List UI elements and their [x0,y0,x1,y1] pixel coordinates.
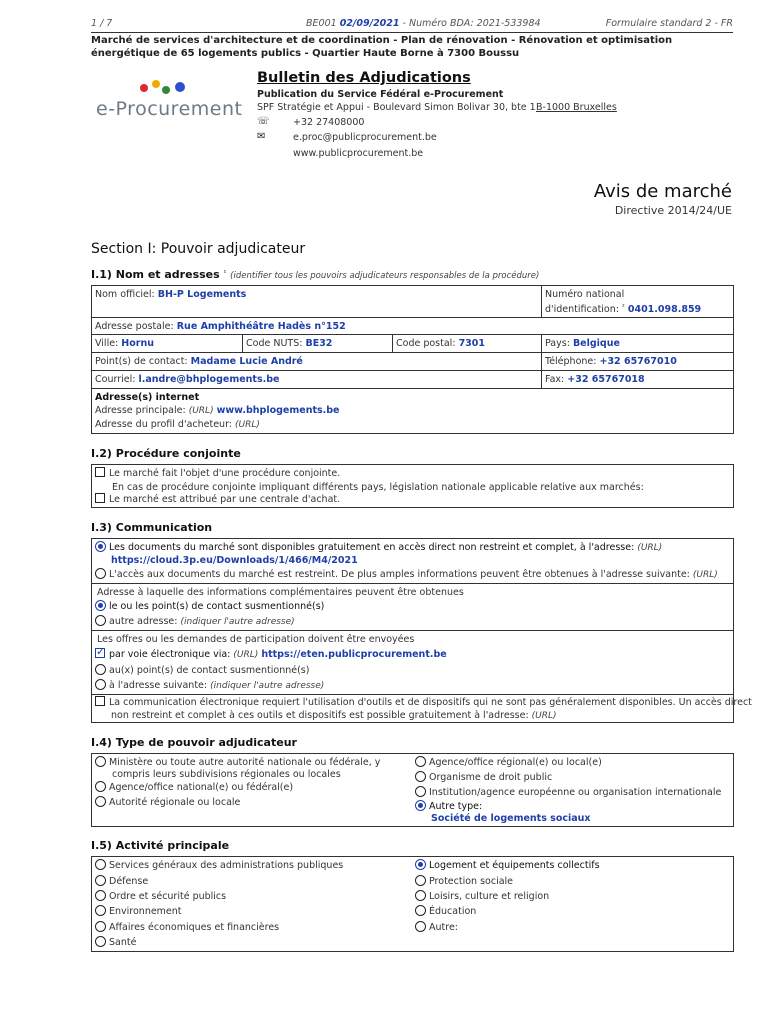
offers-title: Les offres ou les demandes de participation doivent être envoyées [97,634,415,645]
radio-icon[interactable] [95,756,106,767]
authority-option-other[interactable]: Autre type: [415,800,482,813]
radio-icon[interactable] [95,890,106,901]
subsection-title-i2: I.2) Procédure conjointe [91,447,241,460]
authority-option-ministry[interactable]: Ministère ou toute autre autorité nationale ou fédérale, y [95,756,380,769]
radio-icon[interactable] [415,905,426,916]
phone-cell: Téléphone: +32 65767010 [542,353,734,371]
email-cell: Courriel: l.andre@bhplogements.be [92,371,542,389]
activity-option-general[interactable]: Services généraux des administrations publiques [95,859,343,872]
electronic-tools-option[interactable]: La communication électronique requiert l'utilisation d'outils et de dispositifs qui ne sont pas généralement disponibles. Un accès direct [95,696,752,709]
radio-icon[interactable] [95,796,106,807]
activity-option-housing[interactable]: Logement et équipements collectifs [415,859,600,872]
fax-cell: Fax: +32 65767018 [542,371,734,389]
central-purchasing-option[interactable]: Le marché est attribué par une centrale d'achat. [95,493,340,506]
national-id-cell: Numéro national d'identification: $^{^2}$ 0401.098.859 [542,286,734,318]
city-cell: Ville: Hornu [92,335,243,353]
activity-option-economic[interactable]: Affaires économiques et financières [95,921,279,934]
authority-type-box [91,753,734,827]
activity-option-defence[interactable]: Défense [95,875,148,888]
radio-icon[interactable] [95,905,106,916]
bulletin-email[interactable]: e.proc@publicprocurement.be [293,132,437,143]
mail-icon: ✉ [257,131,266,142]
docs-free-option[interactable]: Les documents du marché sont disponibles gratuitement en accès direct non restreint et complet, à l'adresse: (URL) [95,541,662,555]
subsection-title-i3: I.3) Communication [91,521,213,534]
activity-option-education[interactable]: Éducation [415,905,476,918]
checkbox-checked-icon[interactable] [95,648,105,658]
radio-selected-icon[interactable] [415,859,426,870]
activity-option-other[interactable]: Autre: [415,921,458,934]
bulletin-phone: +32 27408000 [293,117,365,128]
bulletin-city: B-1000 Bruxelles [536,102,617,113]
bulletin-title: Bulletin des Adjudications [257,70,471,86]
official-name-cell: Nom officiel: BH-P Logements [92,286,542,318]
notice-code-date: BE001 02/09/2021 - Numéro BDA: 2021-533984 [306,18,541,29]
checkbox-icon[interactable] [95,696,105,706]
offers-contact-option[interactable]: au(x) point(s) de contact susmentionné(s) [95,664,309,677]
authority-option-ministry-cont: compris leurs subdivisions régionales ou locales [112,769,341,780]
contact-point-cell: Point(s) de contact: Madame Lucie André [92,353,542,371]
bulletin-address: SPF Stratégie et Appui - Boulevard Simon Bolivar 30, bte 1 [257,102,536,113]
joint-procedure-option[interactable]: Le marché fait l'objet d'une procédure conjointe. [95,467,340,480]
page-number: 1 / 7 [91,18,113,29]
radio-icon[interactable] [95,568,106,579]
subsection-title-i1: I.1) Nom et adresses $^{^1}$ (identifier tous les pouvoirs adjudicateurs responsables de la procédure) [91,268,540,281]
activity-option-leisure[interactable]: Loisirs, culture et religion [415,890,549,903]
authority-option-public-body[interactable]: Organisme de droit public [415,771,552,784]
phone-icon: ☏ [257,116,270,127]
logo-text: e-Procurement [96,98,243,120]
docs-restricted-option[interactable]: L'accès aux documents du marché est restreint. De plus amples informations peuvent être obtenues à l'adresse suivante: (URL) [95,568,718,582]
checkbox-icon[interactable] [95,467,105,477]
radio-icon[interactable] [95,859,106,870]
electronic-tools-note: non restreint et complet à ces outils et dispositifs est possible gratuitement à l'adresse: (URL) [111,710,557,721]
section-title: Section I: Pouvoir adjudicateur [91,241,306,257]
notice-directive: Directive 2014/24/UE [614,204,732,217]
radio-selected-icon[interactable] [415,800,426,811]
radio-icon[interactable] [95,615,106,626]
info-address-title: Adresse à laquelle des informations complémentaires peuvent être obtenues [97,587,464,598]
joint-procedure-box [91,464,734,508]
authority-other-value: Société de logements sociaux [431,813,591,824]
nuts-cell: Code NUTS: BE32 [243,335,393,353]
radio-icon[interactable] [95,781,106,792]
info-contact-option[interactable]: le ou les point(s) de contact susmentionné(s) [95,600,324,613]
postal-address-cell: Adresse postale: Rue Amphithéâtre Hadès n°152 [92,318,734,335]
main-activity-box [91,856,734,952]
activity-option-environment[interactable]: Environnement [95,905,182,918]
bulletin-web[interactable]: www.publicprocurement.be [293,148,424,159]
joint-procedure-note: En cas de procédure conjointe impliquant différents pays, législation nationale applicable relative aux marchés: [112,482,644,493]
radio-icon[interactable] [95,679,106,690]
authority-option-eu[interactable]: Institution/agence européenne ou organisation internationale [415,786,721,799]
radio-icon[interactable] [95,936,106,947]
activity-option-health[interactable]: Santé [95,936,136,949]
radio-icon[interactable] [415,875,426,886]
radio-icon[interactable] [95,664,106,675]
offers-electronic-option[interactable]: ✓par voie électronique via: (URL) https://eten.publicprocurement.be [95,648,447,662]
postal-code-cell: Code postal: 7301 [393,335,542,353]
notice-title: Avis de marché [593,181,732,202]
docs-url[interactable]: https://cloud.3p.eu/Downloads/1/466/M4/2021 [111,555,358,566]
form-type: Formulaire standard 2 - FR [605,18,733,29]
radio-icon[interactable] [415,921,426,932]
communication-box [91,538,752,723]
radio-icon[interactable] [415,771,426,782]
info-other-option[interactable]: autre adresse: (indiquer l'autre adresse) [95,615,295,629]
authority-option-regional[interactable]: Autorité régionale ou locale [95,796,240,809]
internet-cell: Adresse(s) internet Adresse principale: (URL) www.bhplogements.be Adresse du profil d'acheteur: (URL) [95,392,340,430]
radio-selected-icon[interactable] [95,541,106,552]
subsection-title-i4: I.4) Type de pouvoir adjudicateur [91,736,297,749]
activity-option-social[interactable]: Protection sociale [415,875,513,888]
checkbox-icon[interactable] [95,493,105,503]
radio-icon[interactable] [415,756,426,767]
radio-icon[interactable] [415,890,426,901]
authority-option-local-agency[interactable]: Agence/office régional(e) ou local(e) [415,756,602,769]
offers-address-option[interactable]: à l'adresse suivante: (indiquer l'autre adresse) [95,679,324,693]
radio-selected-icon[interactable] [95,600,106,611]
subsection-title-i5: I.5) Activité principale [91,839,230,852]
country-cell: Pays: Belgique [542,335,734,353]
contact-table [91,285,734,434]
activity-option-order[interactable]: Ordre et sécurité publics [95,890,226,903]
radio-icon[interactable] [95,921,106,932]
contract-title: Marché de services d'architecture et de coordination - Plan de rénovation - Rénovation et optimisation énergétique de 65 logements publics - Quartier Haute Borne à 7300 Boussu [91,35,673,59]
publication-line: Publication du Service Fédéral e-Procurement [257,89,504,100]
radio-icon[interactable] [95,875,106,886]
authority-option-national[interactable]: Agence/office national(e) ou fédéral(e) [95,781,293,794]
page-header [91,18,733,33]
radio-icon[interactable] [415,786,426,797]
